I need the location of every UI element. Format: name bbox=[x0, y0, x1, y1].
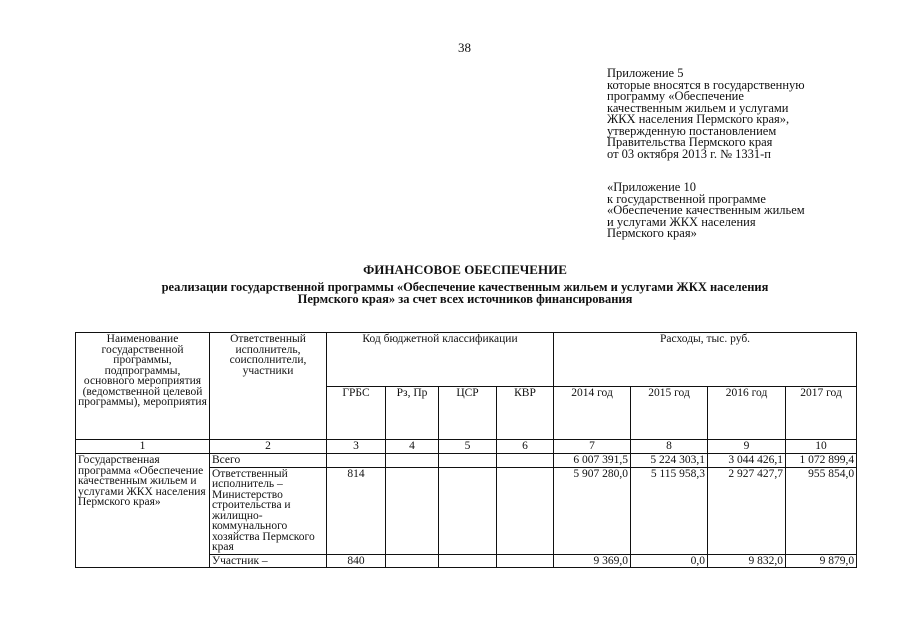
column-number: 7 bbox=[554, 440, 631, 454]
appendix-5-line: которые вносятся в государственную bbox=[607, 77, 805, 92]
rz-pr-cell bbox=[386, 454, 439, 468]
grbs-cell: 840 bbox=[327, 554, 386, 568]
subtitle-line-1: реализации государственной программы «Обеспечение качественным жильем и услугами ЖКХ населения bbox=[161, 280, 769, 294]
appendix-10-line: «Обеспечение качественным жильем bbox=[607, 203, 805, 217]
table-row bbox=[76, 454, 857, 468]
amount-2016-cell: 2 927 427,7 bbox=[708, 467, 786, 554]
amount-2014-cell: 5 907 280,0 bbox=[554, 467, 631, 554]
column-number-row bbox=[76, 440, 857, 454]
subtitle-line-2: Пермского края» за счет всех источников финансирования bbox=[297, 292, 633, 306]
header-csr: ЦСР bbox=[439, 386, 497, 440]
appendix-10-header bbox=[607, 182, 805, 240]
column-number: 2 bbox=[210, 440, 327, 454]
column-number: 1 bbox=[76, 440, 210, 454]
column-number: 5 bbox=[439, 440, 497, 454]
csr-cell bbox=[439, 454, 497, 468]
executor-cell: Всего bbox=[210, 454, 327, 468]
column-number: 9 bbox=[708, 440, 786, 454]
kvr-cell bbox=[497, 454, 554, 468]
appendix-5-line: Приложение 5 bbox=[607, 66, 684, 80]
column-number: 6 bbox=[497, 440, 554, 454]
column-number: 8 bbox=[631, 440, 708, 454]
amount-2016-cell: 3 044 426,1 bbox=[708, 454, 786, 468]
csr-cell bbox=[439, 554, 497, 568]
header-rz-pr: Рз, Пр bbox=[386, 386, 439, 440]
amount-2017-cell: 1 072 899,4 bbox=[786, 454, 857, 468]
header-program-name: Наименование государственной программы, подпрограммы, основного мероприятия (ведомственной целевой программы), мероприятия bbox=[76, 333, 210, 440]
column-number: 3 bbox=[327, 440, 386, 454]
appendix-10-line: «Приложение 10 bbox=[607, 180, 696, 194]
financing-table bbox=[75, 332, 857, 568]
column-number: 4 bbox=[386, 440, 439, 454]
header-2016: 2016 год bbox=[708, 386, 786, 440]
appendix-5-line: качественным жильем и услугами bbox=[607, 100, 789, 115]
amount-2014-cell: 6 007 391,5 bbox=[554, 454, 631, 468]
amount-2015-cell: 5 115 958,3 bbox=[631, 467, 708, 554]
appendix-10-line: Пермского края» bbox=[607, 226, 697, 240]
header-executor: Ответственный исполнитель, соисполнители, участники bbox=[210, 333, 327, 440]
amount-2015-cell: 0,0 bbox=[631, 554, 708, 568]
column-number: 10 bbox=[786, 440, 857, 454]
grbs-cell: 814 bbox=[327, 467, 386, 554]
appendix-10-line: и услугами ЖКХ населения bbox=[607, 214, 756, 229]
program-name-cell: Государственная программа «Обеспечение качественным жильем и услугами ЖКХ населения Пермского края» bbox=[76, 454, 210, 568]
rz-pr-cell bbox=[386, 467, 439, 554]
header-2017: 2017 год bbox=[786, 386, 857, 440]
kvr-cell bbox=[497, 467, 554, 554]
appendix-5-line: от 03 октября 2013 г. № 1331-п bbox=[607, 146, 771, 161]
appendix-5-line: ЖКХ населения Пермского края», bbox=[607, 112, 790, 126]
header-2014: 2014 год bbox=[554, 386, 631, 440]
kvr-cell bbox=[497, 554, 554, 568]
appendix-5-line: программу «Обеспечение bbox=[607, 89, 744, 103]
amount-2017-cell: 955 854,0 bbox=[786, 467, 857, 554]
amount-2017-cell: 9 879,0 bbox=[786, 554, 857, 568]
document-subtitle bbox=[60, 281, 870, 305]
header-row-1 bbox=[76, 333, 857, 387]
appendix-5-header bbox=[607, 68, 805, 160]
page-number: 38 bbox=[458, 40, 471, 55]
amount-2016-cell: 9 832,0 bbox=[708, 554, 786, 568]
appendix-5-line: утвержденную постановлением bbox=[607, 123, 777, 138]
header-expenses: Расходы, тыс. руб. bbox=[554, 333, 857, 387]
executor-cell: Ответственный исполнитель – Министерство строительства и жилищно-коммунального хозяйства Пермского края bbox=[210, 467, 327, 554]
header-2015: 2015 год bbox=[631, 386, 708, 440]
appendix-10-line: к государственной программе bbox=[607, 191, 766, 206]
amount-2014-cell: 9 369,0 bbox=[554, 554, 631, 568]
header-grbs: ГРБС bbox=[327, 386, 386, 440]
appendix-5-line: Правительства Пермского края bbox=[607, 135, 773, 149]
header-kvr: КВР bbox=[497, 386, 554, 440]
document-title: ФИНАНСОВОЕ ОБЕСПЕЧЕНИЕ bbox=[363, 262, 567, 277]
header-budget-code: Код бюджетной классификации bbox=[327, 333, 554, 387]
executor-cell: Участник – bbox=[210, 554, 327, 568]
csr-cell bbox=[439, 467, 497, 554]
rz-pr-cell bbox=[386, 554, 439, 568]
amount-2015-cell: 5 224 303,1 bbox=[631, 454, 708, 468]
grbs-cell bbox=[327, 454, 386, 468]
